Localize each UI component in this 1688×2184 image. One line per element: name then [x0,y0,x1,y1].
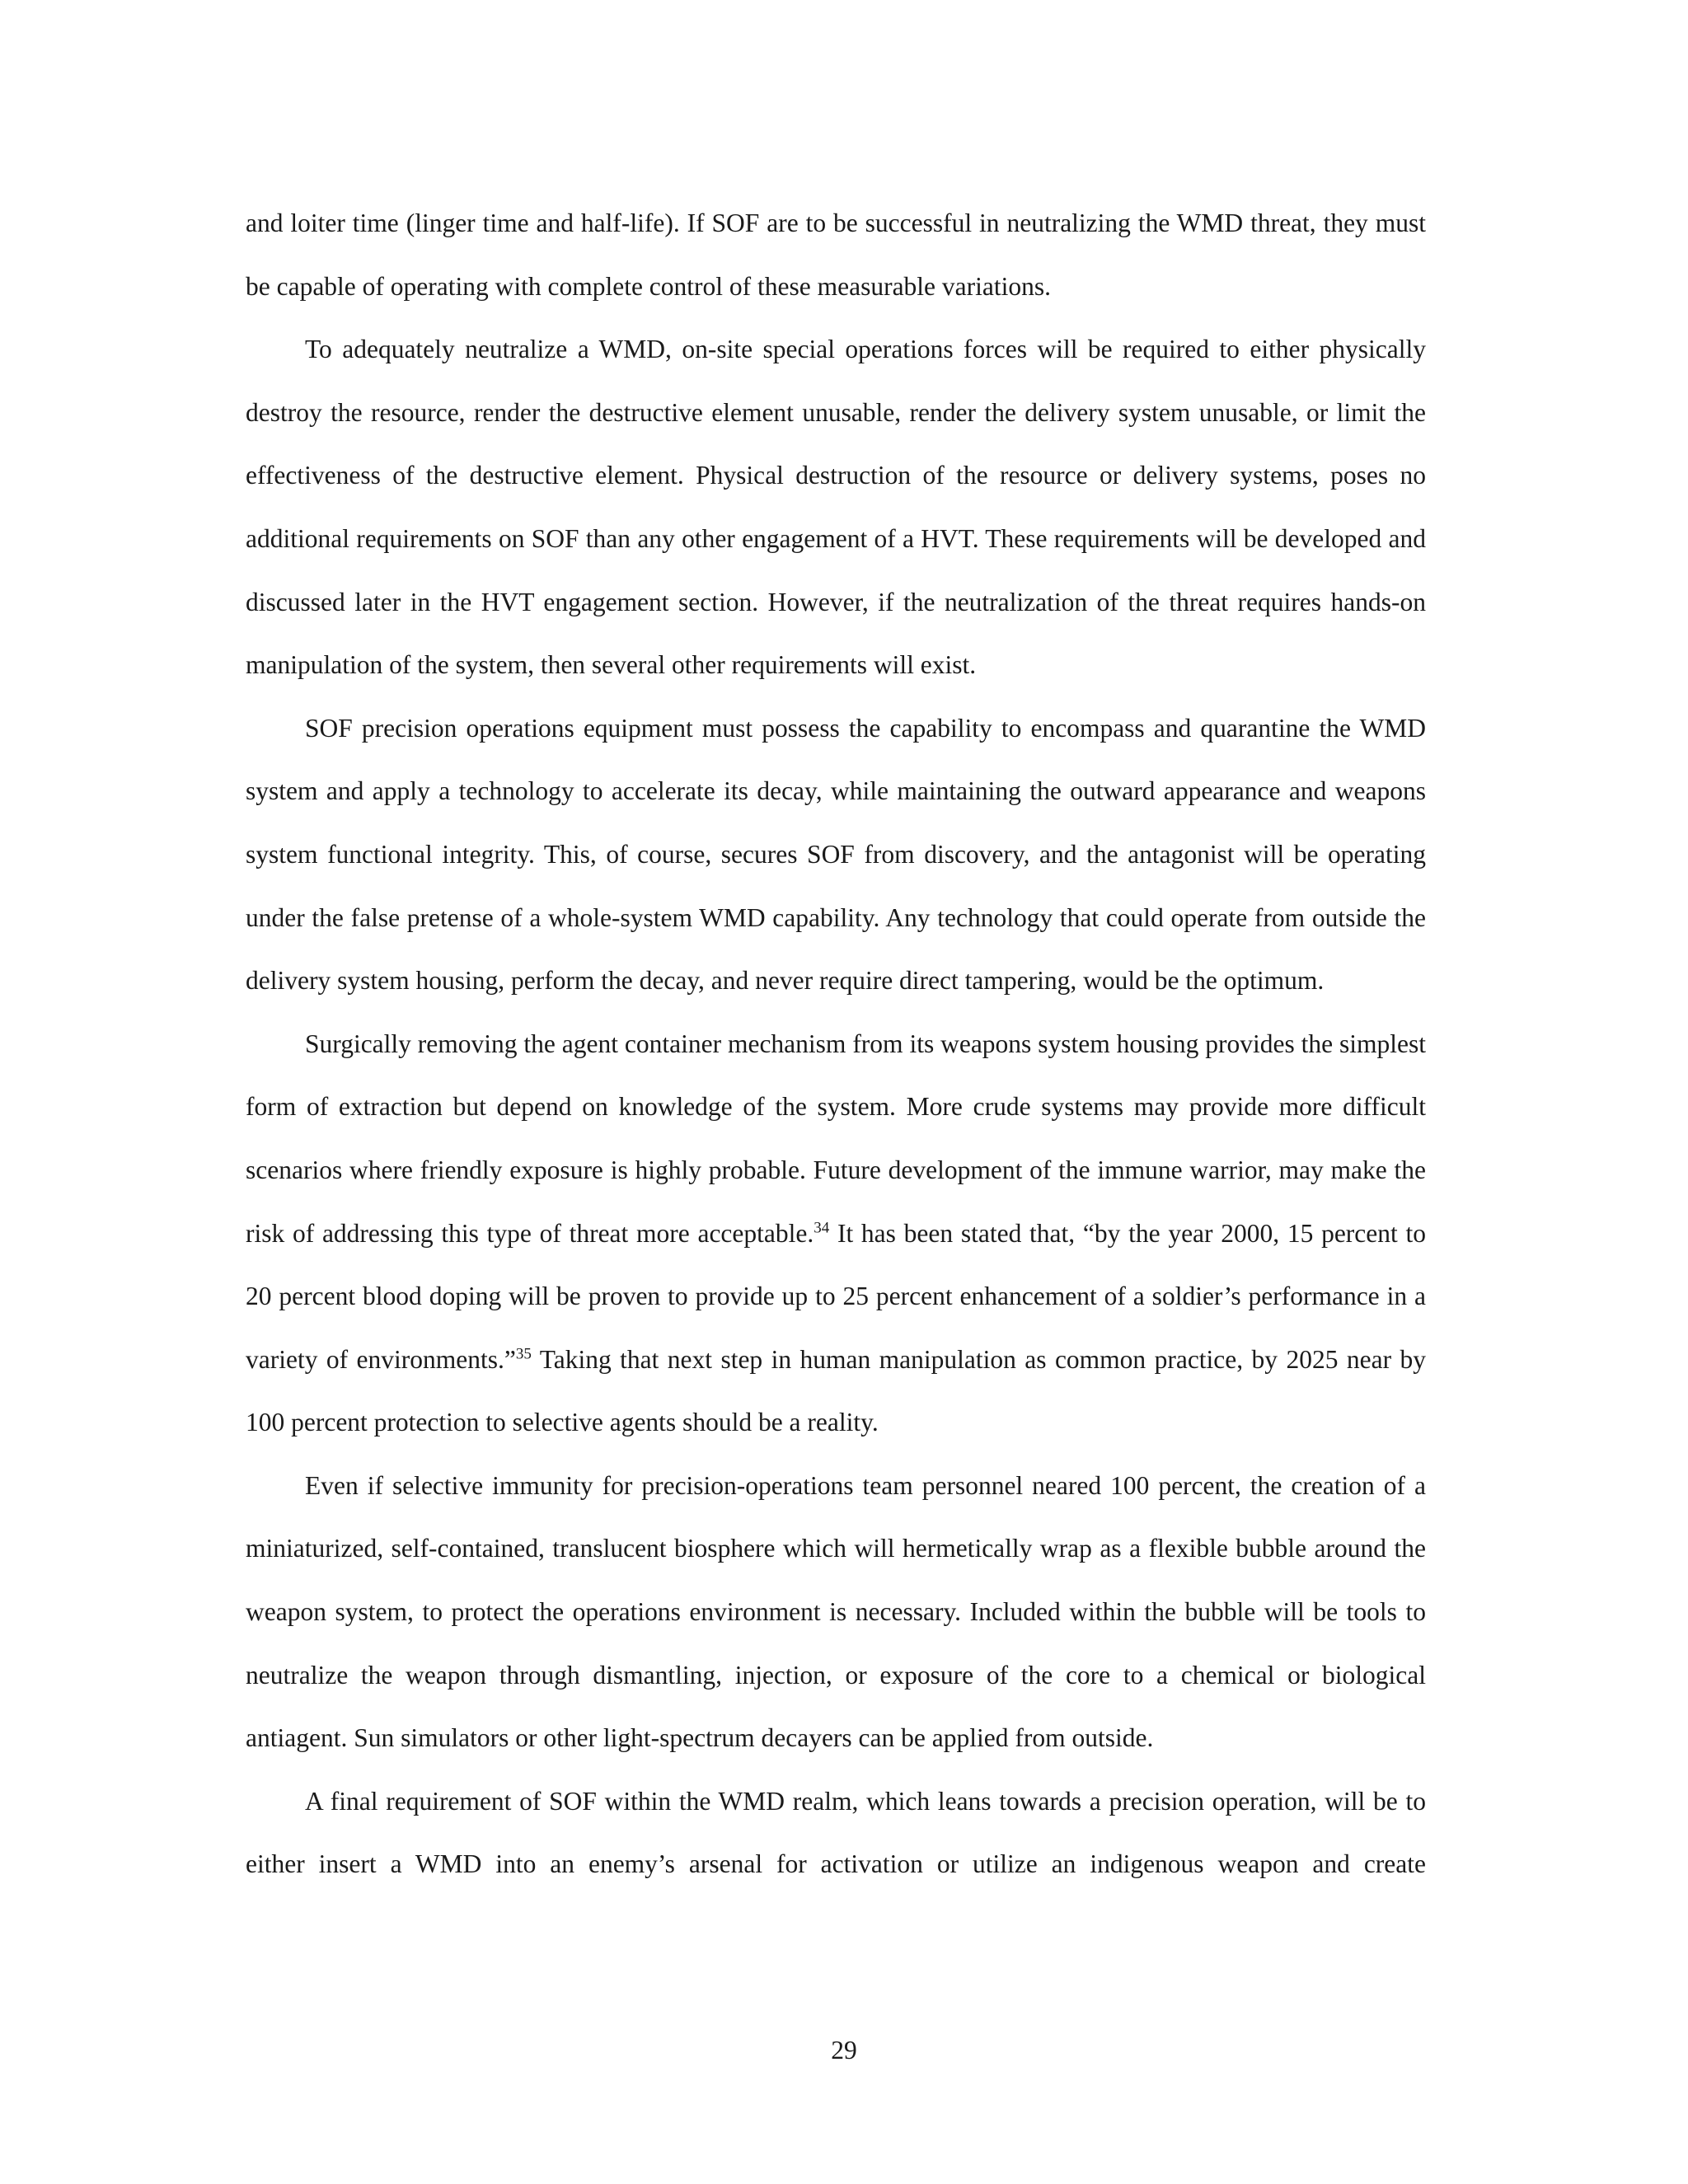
paragraph-text-segment: Surgically removing the agent container mechanism from its weapons system housing provides the simplest form of extraction but depend on knowledge of the system. More crude systems may provide more difficult scenarios where friendly exposure is highly probable. Future development of the immune warrior, may make the risk of addressing this type of threat more acceptable. [246,1029,1426,1248]
paragraph-neutralize-wmd: To adequately neutralize a WMD, on-site special operations forces will be required to either physically destroy the resource, render the destructive element unusable, render the delivery system unusable, or limit the effectiveness of the destructive element. Physical destruction of the resource or delivery systems, poses no additional requirements on SOF than any other engagement of a HVT. These requirements will be developed and discussed later in the HVT engagement section. However, if the neutralization of the threat requires hands-on manipulation of the system, then several other requirements will exist. [246,335,1426,680]
body-text [246,192,1426,1896]
paragraph-precision-equipment: SOF precision operations equipment must possess the capability to encompass and quarantine the WMD system and apply a technology to accelerate its decay, while maintaining the outward appearance and weapons system functional integrity. This, of course, secures SOF from discovery, and the antagonist will be operating under the false pretense of a whole-system WMD capability. Any technology that could operate from outside the delivery system housing, perform the decay, and never require direct tampering, would be the optimum. [246,713,1426,996]
paragraph-biosphere: Even if selective immunity for precision-operations team personnel neared 100 percent, the creation of a miniaturized, self-contained, translucent biosphere which will hermetically wrap as a flexible bubble around the weapon system, to protect the operations environment is necessary. Included within the bubble will be tools to neutralize the weapon through dismantling, injection, or exposure of the core to a chemical or biological antiagent. Sun simulators or other light-spectrum decayers can be applied from outside. [246,1470,1426,1753]
paragraph-final-requirement: A final requirement of SOF within the WMD realm, which leans towards a precision operation, will be to either insert a WMD into an enemy’s arsenal for activation or utilize an indigenous weapon and create [246,1786,1426,1879]
footnote-marker-35[interactable]: 35 [515,1345,532,1363]
paragraph-continued: and loiter time (linger time and half-life). If SOF are to be successful in neutralizing the WMD threat, they must be capable of operating with complete control of these measurable variations. [246,209,1426,301]
paragraph-surgical-removal [246,1013,1426,1455]
page-number: 29 [831,2036,857,2064]
paragraph-text-segment: Taking that next step in human manipulation as common practice, by 2025 near by 100 percent protection to selective agents should be a reality. [246,1344,1426,1437]
paragraph-text-segment: It has been stated that, “by the year 2000, 15 percent to 20 percent blood doping will be proven to provide up to 25 percent enhancement of a soldier’s performance in a variety of environments.” [246,1218,1426,1374]
footnote-marker-34[interactable]: 34 [814,1219,830,1237]
